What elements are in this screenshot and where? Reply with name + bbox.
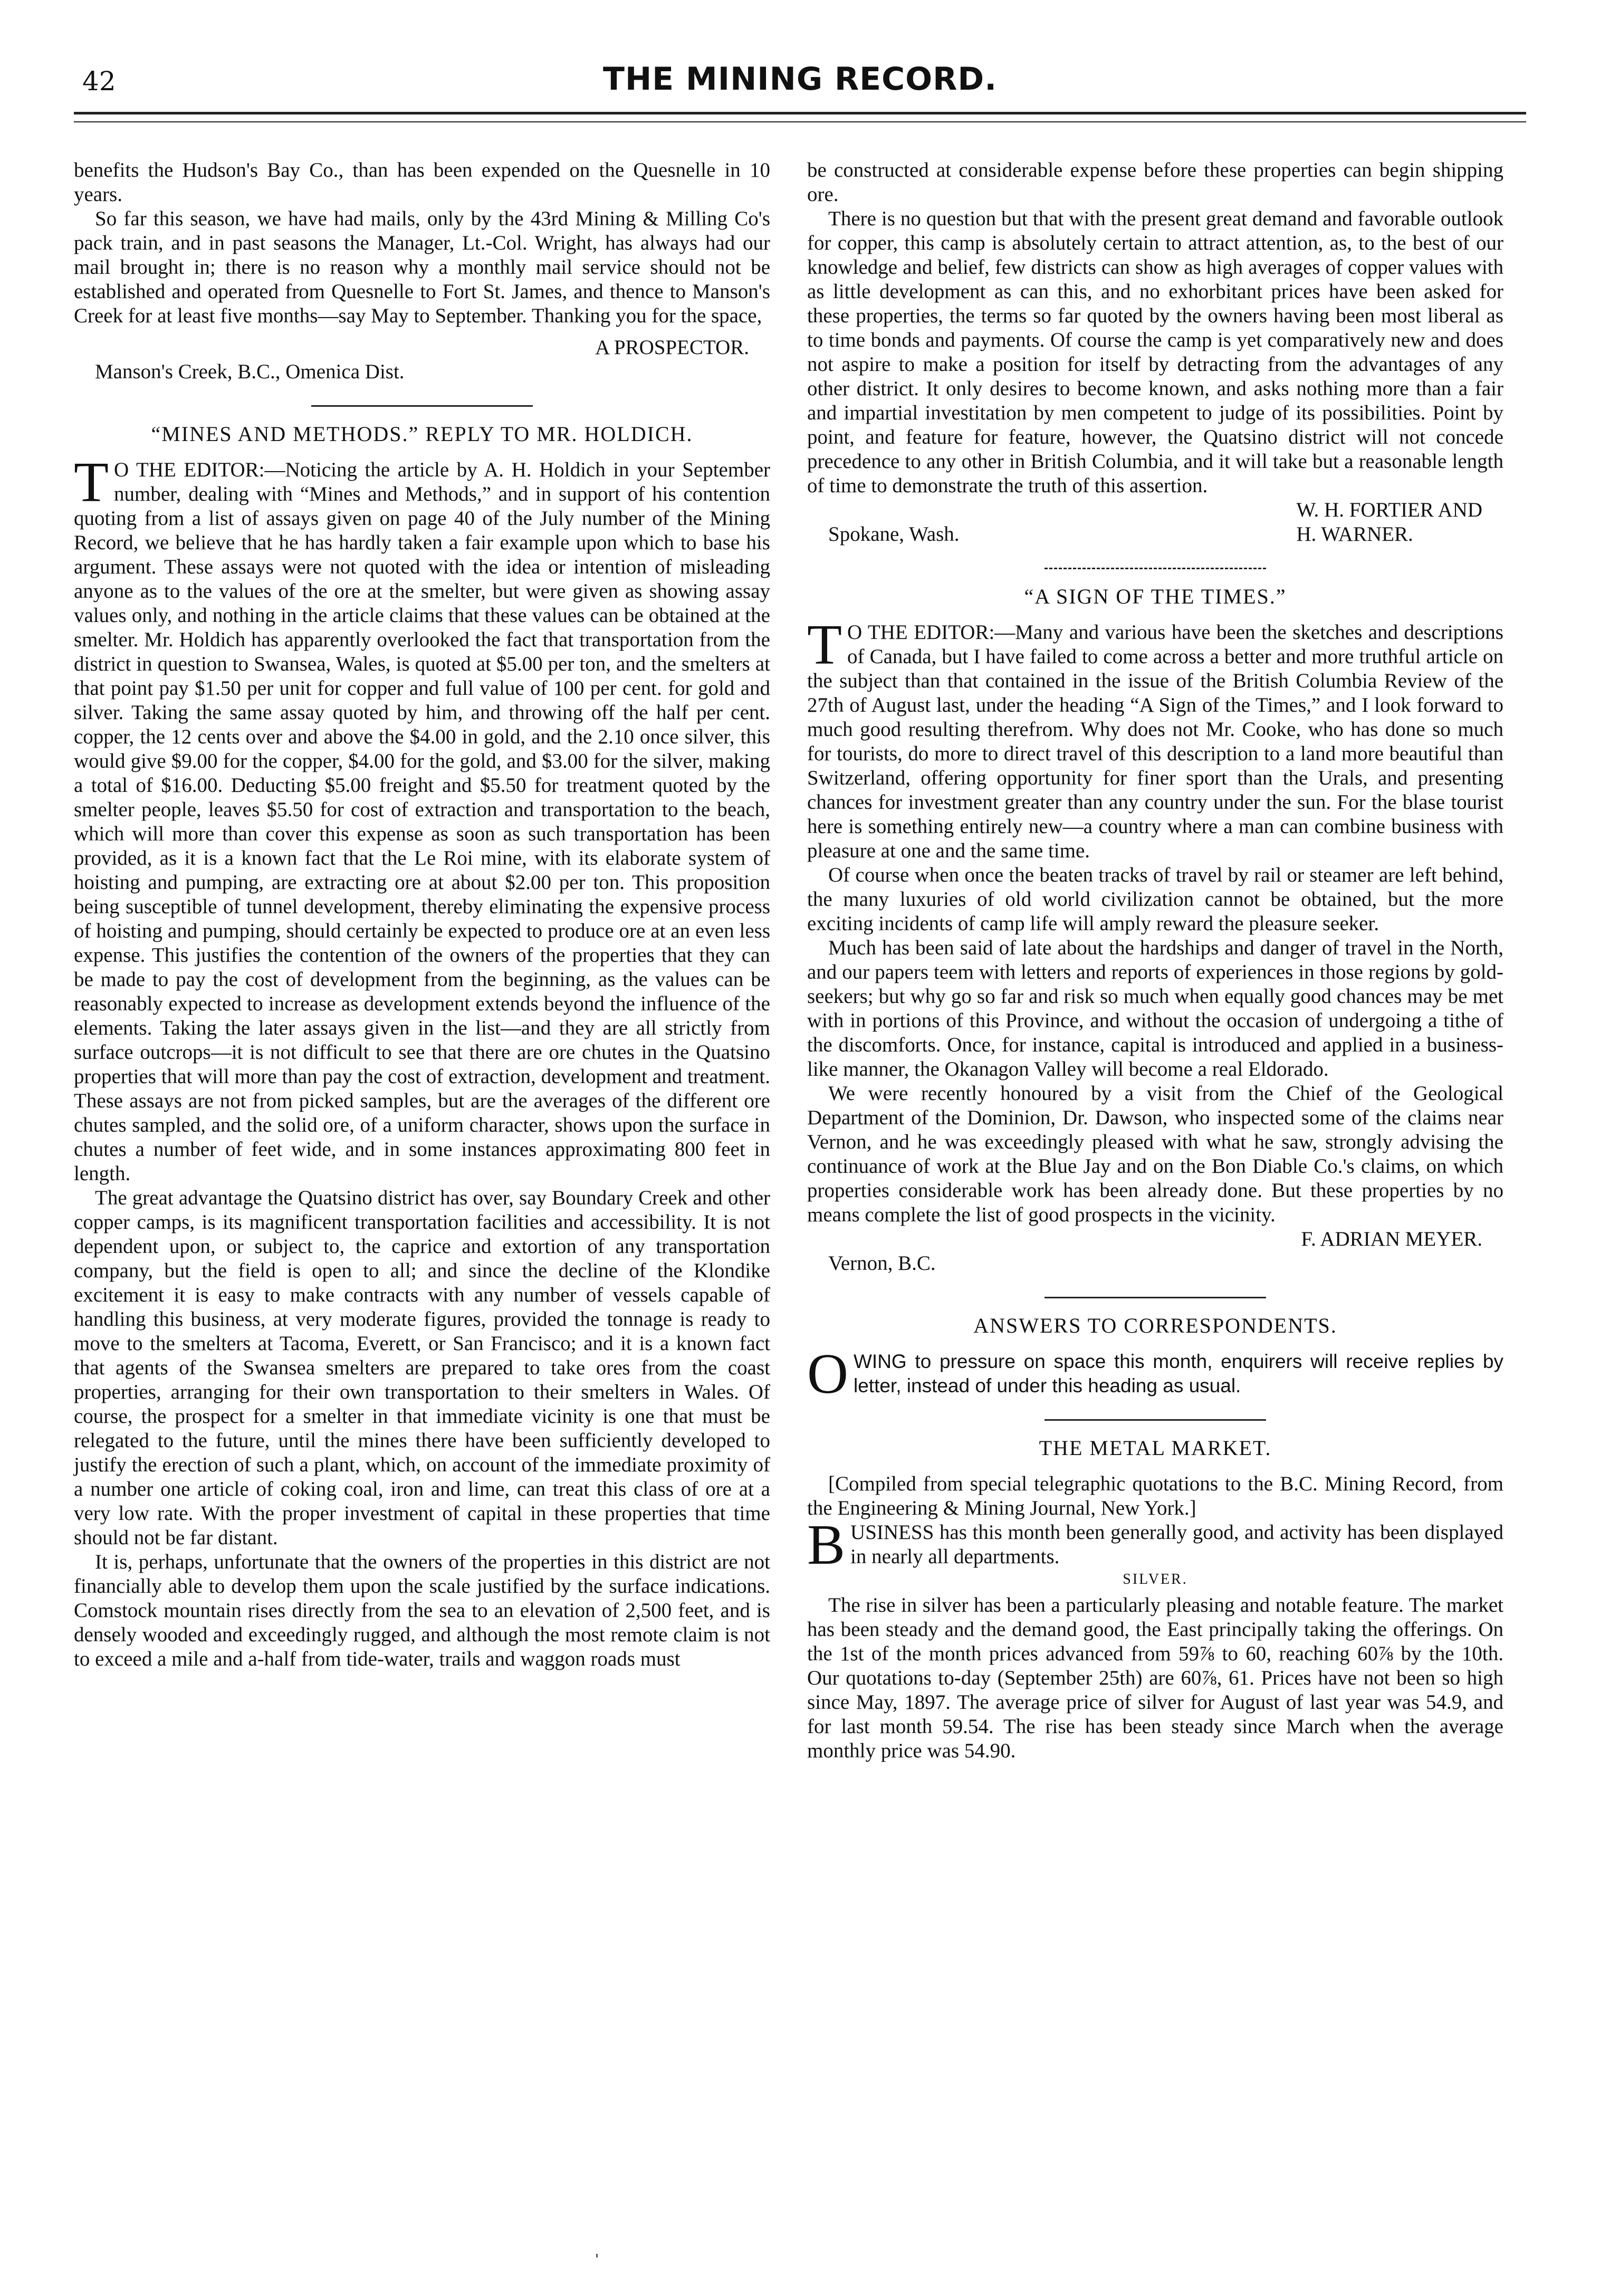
letter-sign-body [807, 614, 1503, 863]
paragraph-silver: The rise in silver has been a particularly pleasing and notable feature. The market has been steady and the demand good, the East principally taking the offerings. On the 1st of the month prices advanced from 59⅞ to 60, reaching 60⅞ by the 10th. Our quotations to-day (September 25th) are 60⅞, 61. Prices have not been so high since May, 1897. The average price of silver for August of last year was 54.9, and for last month 59.54. The rise has been steady since March when the average monthly price was 54.90. [807, 1594, 1503, 1762]
section-divider [1045, 1419, 1266, 1421]
signature-warner: H. WARNER. [1296, 523, 1413, 546]
paragraph-sign-4: We were recently honoured by a visit from the Chief of the Geological Department of the Dominion, Dr. Dawson, who inspected some of the claims near Vernon, and he was exceedingly pleased with what he saw, strongly advising the continuance of work at the Blue Jay and on the Bon Diable Co.'s claims, on which properties considerable work has been already done. But these properties by no means complete the list of good prospects in the vicinity. [807, 1082, 1503, 1226]
dropcap-o: O [807, 1343, 848, 1405]
signature-names [1296, 498, 1482, 547]
left-column [74, 158, 770, 1671]
right-column [807, 158, 1503, 1763]
heading-answers: ANSWERS TO CORRESPONDENTS. [973, 1314, 1337, 1337]
page-header [74, 61, 1526, 108]
answers-body [807, 1343, 1503, 1405]
paragraph-compiled: [Compiled from special telegraphic quotations to the B.C. Mining Record, from the Engineering & Mining Journal, New York.] [807, 1472, 1503, 1519]
paragraph-editor-2: The great advantage the Quatsino district has over, say Boundary Creek and other copper camps, is its magnificent transportation facilities and accessibility. It is not dependent upon, or subject to, the caprice and extortion of any transportation company, but the field is open to all; and since the decline of the Klondike excitement it is easy to make contracts with any number of vessels capable of handling this business, at very moderate figures, provided the tonnage is ready to move to the smelters at Tacoma, Everett, or San Francisco; and it is a known fact that agents of the Swansea smelters are prepared to take ores from the coast properties, arranging for their own transportation to their smelters in Wales. Of course, the prospect for a smelter in that immediate vicinity is one that must be relegated to the future, until the mines there have been sufficiently developed to justify the erection of such a plant, which, on account of the immediate proximity of a number one article of coking coal, iron and lime, can treat this class of ore at a very low rate. With the proper investment of capital in these properties that time should not be far distant. [74, 1187, 770, 1549]
header-rule-thin [74, 121, 1526, 122]
dropcap-t: T [74, 451, 109, 514]
signature-block-fortier [828, 498, 1482, 547]
paragraph-editor-1: O THE EDITOR:—Noticing the article by A. H. Holdich in your September number, dealing with “Mines and Methods,” and in support of his contention quoting from a list of assays given on page 40 of the July number of the Mining Record, we believe that he has hardly taken a fair example upon which to base his argument. These assays were not quoted with the idea or intention of misleading anyone as to the values of the ore at the smelter, but were given as showing assay values only, and nothing in the article claims that these values can be obtained at the smelter. Mr. Holdich has apparently overlooked the fact that transportation from the district in question to Swansea, Wales, is quoted at $5.00 per ton, and the smelters at that point pay $1.50 per unit for copper and full value of 100 per cent. for gold and silver. Taking the same assay quoted by him, and throwing off the half per cent. copper, the 12 cents over and above the $4.00 in gold, and the 2.10 once silver, this would give $9.00 for the copper, $4.00 for the gold, and $3.00 for the silver, making a total of $16.00. Deducting $5.00 freight and $5.50 for treatment quoted by the smelter people, leaves $5.50 for cost of extraction and transportation to the beach, which will more than cover this expense as soon as such transportation has been provided, as it is a known fact that the Le Roi mine, with its elaborate system of hoisting and pumping, are extracting ore at about $2.00 per ton. This proposition being susceptible of tunnel development, thereby eliminating the expensive process of hoisting and pumping, should certainly be expected to produce ore at an even less expense. This justifies the contention of the owners of the properties that they can be made to pay the cost of development from the beginning, as the values can be reasonably expected to increase as development extends beyond the influence of the elements. Taking the later assays given in the list—and they are all strictly from surface outcrops—it is not difficult to see that there are ore chutes in the Quatsino properties that will more than pay the cost of extraction, development and treatment. These assays are not from picked samples, but are the averages of the different ore chutes sampled, and the solid ore, of a uniform character, shows upon the surface in chutes a number of feet wide, and in some instances approximating 800 feet in length. [74, 458, 770, 1185]
letter-reply-body [74, 451, 770, 1186]
business-body [807, 1514, 1503, 1576]
header-rule-thick [74, 112, 1526, 114]
heading-sign-of-the-times: “A SIGN OF THE TIMES.” [1024, 585, 1287, 608]
paragraph-answers: WING to pressure on space this month, enquirers will receive replies by letter, instead of under this heading as usual. [854, 1351, 1503, 1396]
paragraph-continued-1: be constructed at considerable expense before these properties can begin shipping ore. [807, 159, 1503, 206]
heading-silver: SILVER. [1123, 1571, 1188, 1587]
paragraph-intro: benefits the Hudson's Bay Co., than has been expended on the Quesnelle in 10 years. [74, 159, 770, 206]
footer-mark: ' [595, 2252, 599, 2268]
paragraph-mails: So far this season, we have had mails, only by the 43rd Mining & Milling Co's pack train, and in past seasons the Manager, Lt.-Col. Wright, has always had our mail brought in; there is no reason why a monthly mail service should not be established and operated from Quesnelle to Fort St. James, and thence to Manson's Creek for at least five months—say May to September. Thanking you for the space, [74, 207, 770, 327]
signature-meyer: F. ADRIAN MEYER. [1301, 1228, 1482, 1250]
signature-prospector: A PROSPECTOR. [595, 336, 749, 359]
page-number: 42 [82, 66, 116, 97]
section-divider [311, 405, 533, 407]
paragraph-sign-1: O THE EDITOR:—Many and various have been the sketches and descriptions of Canada, but I have failed to come across a better and more truthful article on the subject than that contained in the issue of the British Columbia Review of the 27th of August last, under the heading “A Sign of the Times,” and I look forward to much good resulting therefrom. Why does not Mr. Cooke, who has done so much for tourists, do more to direct travel of this description to a land more beautiful than Switzerland, offering opportunity for finer sport than the Urals, and presenting chances for investment greater than any country under the sun. For the blase tourist here is something entirely new—a country where a man can combine business with pleasure at one and the same time. [807, 621, 1503, 862]
section-divider [1045, 1297, 1266, 1298]
signature-fortier: W. H. FORTIER AND [1296, 499, 1482, 521]
dropcap-t: T [807, 614, 842, 676]
section-divider [1045, 568, 1266, 569]
heading-metal-market: THE METAL MARKET. [1039, 1436, 1272, 1460]
location-mansons-creek: Manson's Creek, B.C., Omenica Dist. [95, 360, 405, 383]
place-spokane: Spokane, Wash. [828, 523, 960, 546]
paragraph-sign-2: Of course when once the beaten tracks of travel by rail or steamer are left behind, the many luxuries of old world civilization cannot be obtained, but the more exciting incidents of camp life will amply reward the pleasure seeker. [807, 864, 1503, 935]
journal-title: THE MINING RECORD. [603, 61, 997, 98]
paragraph-sign-3: Much has been said of late about the hardships and danger of travel in the North, and our papers teem with letters and reports of experiences in those regions by gold-seekers; but why go so far and risk so much when equally good chances may be met with in portions of this Province, and without the occasion of undergoing a tithe of the discomforts. Once, for instance, capital is introduced and applied in a business-like manner, the Okanagon Valley will become a real Eldorado. [807, 936, 1503, 1080]
paragraph-business: USINESS has this month been generally good, and activity has been displayed in nearly all departments. [850, 1521, 1503, 1568]
dropcap-b: B [807, 1514, 846, 1576]
place-vernon: Vernon, B.C. [828, 1252, 936, 1275]
heading-mines-and-methods: “MINES AND METHODS.” REPLY TO MR. HOLDICH. [151, 422, 693, 446]
paragraph-editor-3: It is, perhaps, unfortunate that the owners of the properties in this district are not financially able to develop them upon the scale justified by the surface indications. Comstock mountain rises directly from the sea to an elevation of 2,500 feet, and is densely wooded and exceedingly rugged, and although the most remote claim is not to exceed a mile and a-half from tide-water, trails and waggon roads must [74, 1551, 770, 1670]
paragraph-continued-2: There is no question but that with the present great demand and favorable outlook for copper, this camp is absolutely certain to attract attention, as, to the best of our knowledge and belief, few districts can show as high averages of copper values with as little development as can this, and no exhorbitant prices have been asked for these properties, the terms so far quoted by the owners having been most liberal as to time bonds and payments. Of course the camp is yet comparatively new and does not aspire to make a position for itself by detracting from the advantages of any other district. It only desires to become known, and asks nothing more than a fair and impartial investitation by men competent to judge of its possibilities. Point by point, and feature for feature, however, the Quatsino district will not concede precedence to any other in British Columbia, and it will take but a reasonable length of time to demonstrate the truth of this assertion. [807, 207, 1503, 497]
